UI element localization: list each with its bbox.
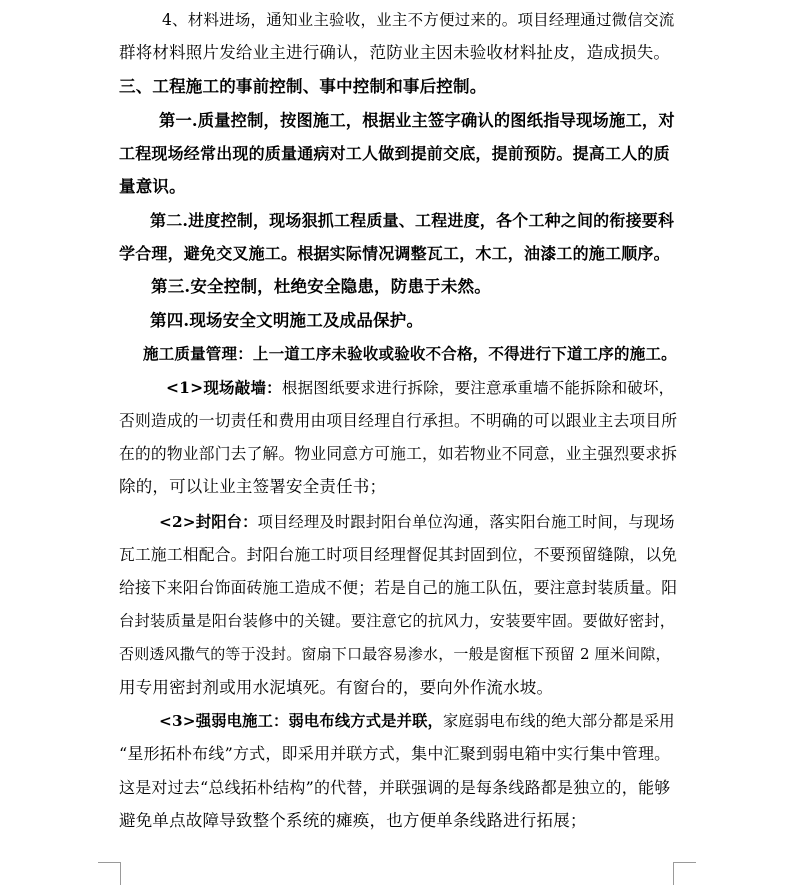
subsection-text: 项目经理及时跟封阳台单位沟通，落实阳台施工时间，与现场 [257, 513, 675, 531]
paragraph-line: 用专用密封剂或用水泥填死。有窗台的，要向外作流水坡。 [119, 678, 554, 697]
paragraph-line: 工程现场经常出现的质量通病对工人做到提前交底，提前预防。提高工人的质 [119, 144, 670, 163]
paragraph-line: 避免单点故障导致整个系统的瘫痪，也方便单条线路进行拓展； [119, 811, 587, 830]
section-heading: 三、工程施工的事前控制、事中控制和事后控制。 [119, 77, 487, 96]
paragraph-line: 除的，可以让业主签署安全责任书； [119, 477, 387, 496]
subsection-label: <2>封阳台： [159, 513, 258, 531]
subsection-label: <3>强弱电施工：弱电布线方式是并联， [159, 712, 443, 730]
paragraph-line: 第三.安全控制，杜绝安全隐患，防患于未然。 [151, 277, 491, 296]
paragraph-line: “星形拓朴布线”方式，即采用并联方式，集中汇聚到弱电箱中实行集中管理。 [119, 744, 671, 763]
paragraph-line: 台封装质量是阳台装修中的关键。要注意它的抗风力，安装要牢固。要做好密封， [119, 612, 676, 630]
paragraph-line: 量意识。 [119, 177, 186, 196]
paragraph-line: 群将材料照片发给业主进行确认，范防业主因未验收材料扯皮，造成损失。 [119, 43, 671, 62]
subsection-text: 根据图纸要求进行拆除，要注意承重墙不能拆除和破坏， [281, 379, 675, 397]
paragraph-line: 施工质量管理：上一道工序未验收或验收不合格，不得进行下道工序的施工。 [143, 344, 677, 363]
paragraph-line: 第一.质量控制，按图施工，根据业主签字确认的图纸指导现场施工，对 [159, 111, 675, 130]
paragraph-line: 学合理，避免交叉施工。根据实际情况调整瓦工，木工，油漆工的施工顺序。 [119, 244, 670, 263]
paragraph-line: 第二.进度控制，现场狠抓工程质量、工程进度，各个工种之间的衔接要科 [150, 211, 675, 230]
paragraph-line: 4、材料进场，通知业主验收，业主不方便过来的。项目经理通过微信交流 [162, 11, 675, 29]
subsection-text: 家庭弱电布线的绝大部分都是采用 [442, 712, 675, 730]
subsection-line [159, 710, 675, 732]
paragraph-line: 在的的物业部门去了解。物业同意方可施工，如若物业不同意，业主强烈要求拆 [119, 444, 678, 463]
subsection-line [159, 511, 675, 533]
paragraph-line: 给接下来阳台饰面砖施工造成不便；若是自己的施工队伍，要注意封装质量。阳 [119, 578, 678, 597]
subsection-line [166, 377, 674, 399]
paragraph-line: 这是对过去“总线拓朴结构”的代替，并联强调的是每条线路都是独立的，能够 [119, 778, 671, 797]
paragraph-line: 瓦工施工相配合。封阳台施工时项目经理督促其封固到位，不要预留缝隙，以免 [119, 545, 678, 564]
paragraph-line: 否则透风撒气的等于没封。窗扇下口最容易渗水，一般是窗框下预留 2 厘米间隙， [119, 645, 671, 663]
paragraph-line: 否则造成的一切责任和费用由项目经理自行承担。不明确的可以跟业主去项目所 [119, 411, 678, 430]
subsection-label: <1>现场敲墙： [166, 378, 282, 397]
paragraph-line: 第四.现场安全文明施工及成品保护。 [150, 311, 424, 330]
